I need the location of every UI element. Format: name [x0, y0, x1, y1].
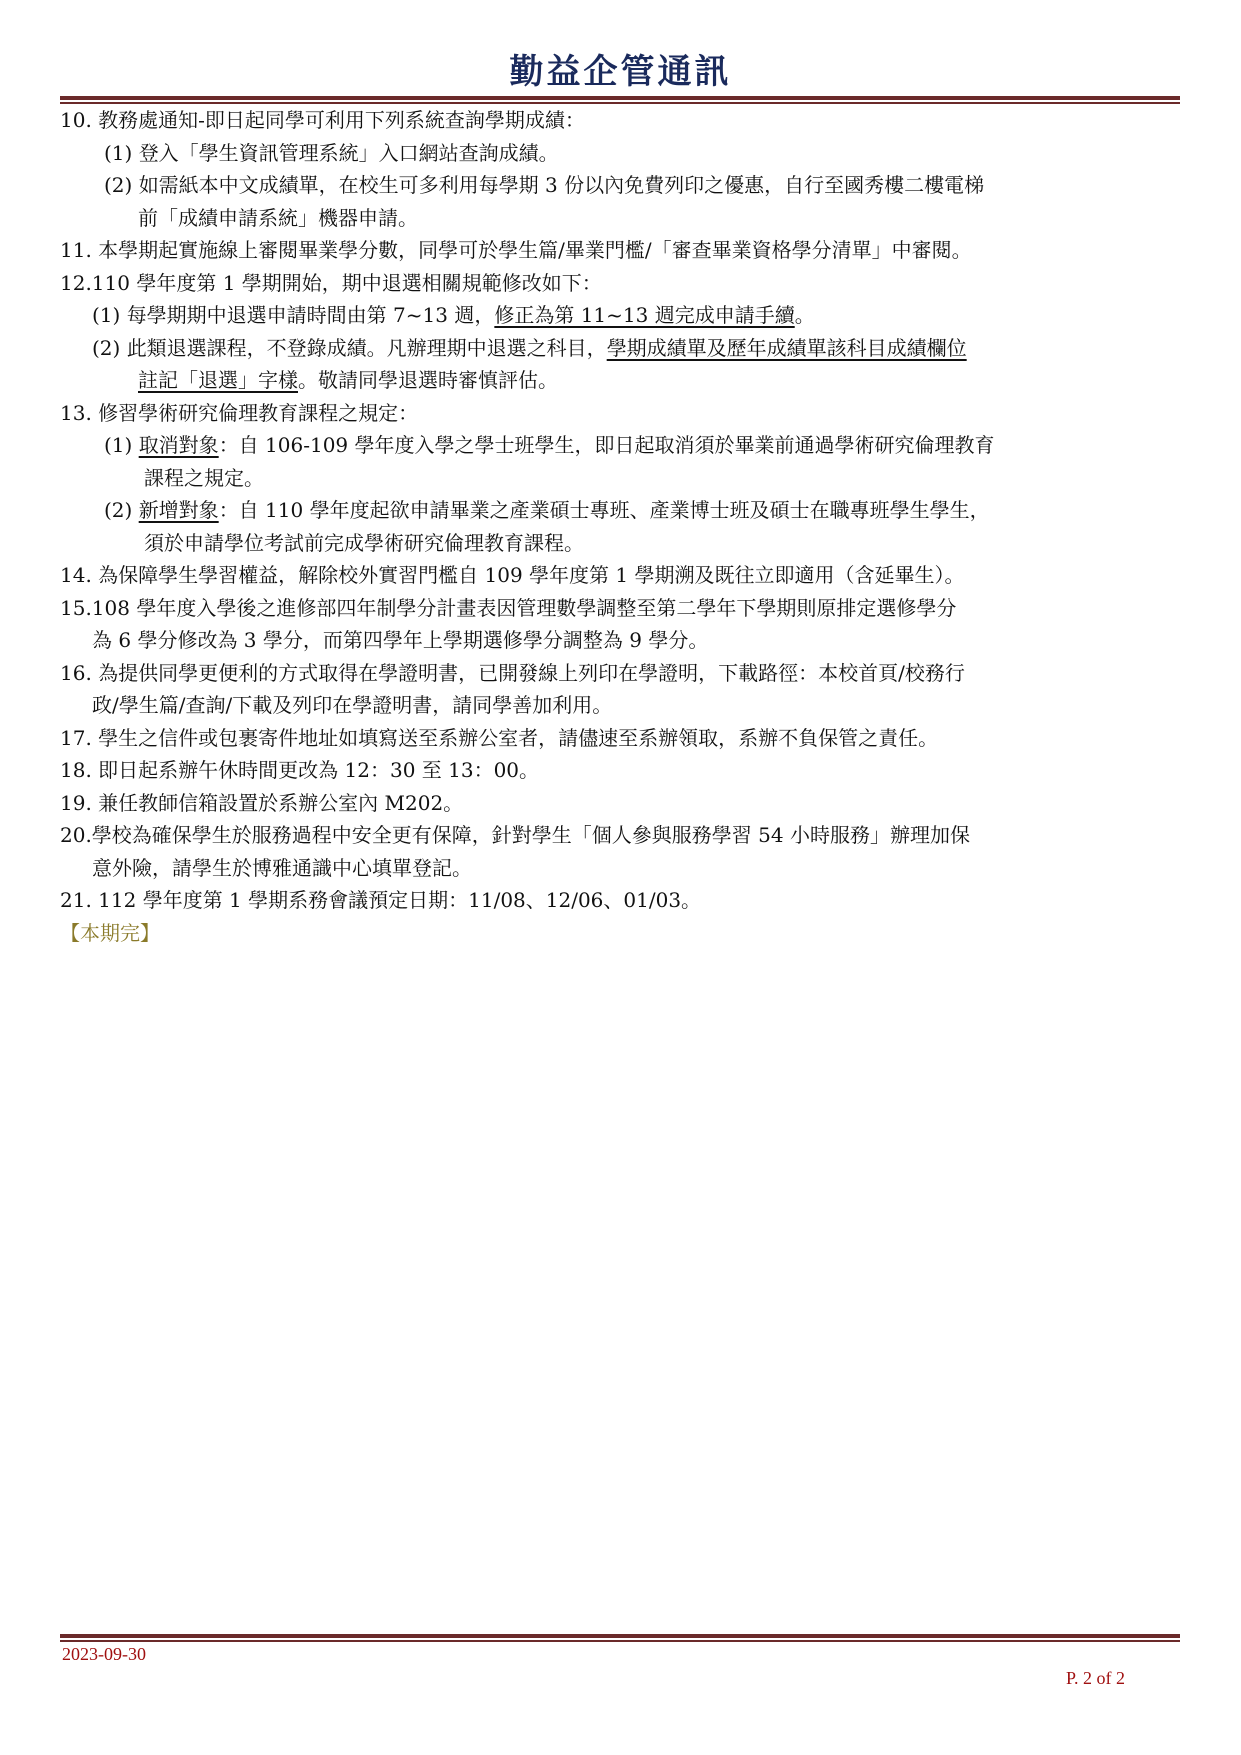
item-10-2-cont: 前「成績申請系統」機器申請。 [138, 205, 418, 230]
item-13-1-cont: 課程之規定。 [144, 465, 264, 490]
item-13-2-cont: 須於申請學位考試前完成學術研究倫理教育課程。 [144, 530, 584, 555]
item-13-2 [60, 494, 1180, 527]
item-14: 14. 為保障學生學習權益，解除校外實習門檻自 109 學年度第 1 學期溯及既往立即適用（含延畢生）。 [60, 563, 965, 587]
item-12-1-end: 。 [794, 303, 815, 327]
item-10: 10. 教務處通知-即日起同學可利用下列系統查詢學期成績： [60, 108, 585, 132]
item-13-1-num: (1) [104, 433, 139, 457]
item-12-2-underlined-cont: 註記「退選」字樣 [138, 368, 298, 392]
item-12-1 [60, 299, 1180, 332]
footer-divider [60, 1634, 1180, 1642]
item-16: 16. 為提供同學更便利的方式取得在學證明書，已開發線上列印在學證明，下載路徑：本校首頁/校務行 [60, 660, 965, 685]
item-11: 11. 本學期起實施線上審閱畢業學分數，同學可於學生篇/畢業門檻/「審查畢業資格學分清單」中審閱。 [60, 238, 972, 262]
page-number: P. 2 of 2 [1066, 1668, 1126, 1688]
item-12-2-text: (2) 此類退選課程，不登錄成績。凡辦理期中退選之科目， [92, 335, 607, 360]
item-20: 20.學校為確保學生於服務過程中安全更有保障，針對學生「個人參與服務學習 54 小時服務」辦理加保 [60, 823, 970, 847]
item-12: 12.110 學年度第 1 學期開始，期中退選相關規範修改如下： [60, 270, 602, 295]
item-10-2: (2) 如需紙本中文成績單，在校生可多利用每學期 3 份以內免費列印之優惠，自行至國秀樓二樓電梯 [104, 173, 985, 197]
item-12-1-text: (1) 每學期期中退選申請時間由第 7~13 週， [92, 303, 495, 327]
footer-date: 2023-09-30 [62, 1644, 146, 1664]
item-13-1-label: 取消對象 [138, 433, 219, 457]
item-13-2-text: ：自 110 學年度起欲申請畢業之產業碩士專班、產業博士班及碩士在職專班學生學生， [218, 498, 990, 522]
item-13-1 [60, 429, 1180, 462]
item-12-1-underlined: 修正為第 11~13 週完成申請手續 [494, 303, 795, 327]
item-12-2-underlined: 學期成績單及歷年成績單該科目成績欄位 [606, 335, 967, 360]
item-13-2-num: (2) [104, 498, 139, 522]
item-12-2-end: 。敬請同學退選時審慎評估。 [298, 368, 558, 392]
item-12-2-cont [60, 364, 1180, 397]
newsletter-body [60, 104, 1180, 949]
item-16-cont: 政/學生篇/查詢/下載及列印在學證明書，請同學善加利用。 [92, 693, 613, 717]
item-18: 18. 即日起系辦午休時間更改為 12：30 至 13：00。 [60, 758, 540, 782]
item-13-2-label: 新增對象 [138, 498, 219, 522]
item-10-1: (1) 登入「學生資訊管理系統」入口網站查詢成績。 [104, 140, 559, 165]
item-21: 21. 112 學年度第 1 學期系務會議預定日期：11/08、12/06、01/03。 [60, 888, 702, 912]
newsletter-title: 勤益企管通訊 [509, 52, 732, 92]
header-divider [60, 96, 1180, 104]
item-17: 17. 學生之信件或包裹寄件地址如填寫送至系辦公室者，請儘速至系辦領取，系辦不負保管之責任。 [60, 725, 939, 750]
item-12-2 [60, 332, 1180, 365]
end-of-issue: 【本期完】 [60, 920, 160, 945]
item-19: 19. 兼任教師信箱設置於系辦公室內 M202。 [60, 790, 464, 815]
item-13: 13. 修習學術研究倫理教育課程之規定： [60, 400, 419, 425]
item-15-cont: 為 6 學分修改為 3 學分，而第四學年上學期選修學分調整為 9 學分。 [92, 628, 709, 652]
item-15: 15.108 學年度入學後之進修部四年制學分計畫表因管理數學調整至第二學年下學期則原排定選修學分 [60, 595, 957, 620]
item-13-1-text: ：自 106-109 學年度入學之學士班學生，即日起取消須於畢業前通過學術研究倫理教育 [218, 433, 995, 457]
item-20-cont: 意外險，請學生於博雅通識中心填單登記。 [92, 855, 472, 880]
